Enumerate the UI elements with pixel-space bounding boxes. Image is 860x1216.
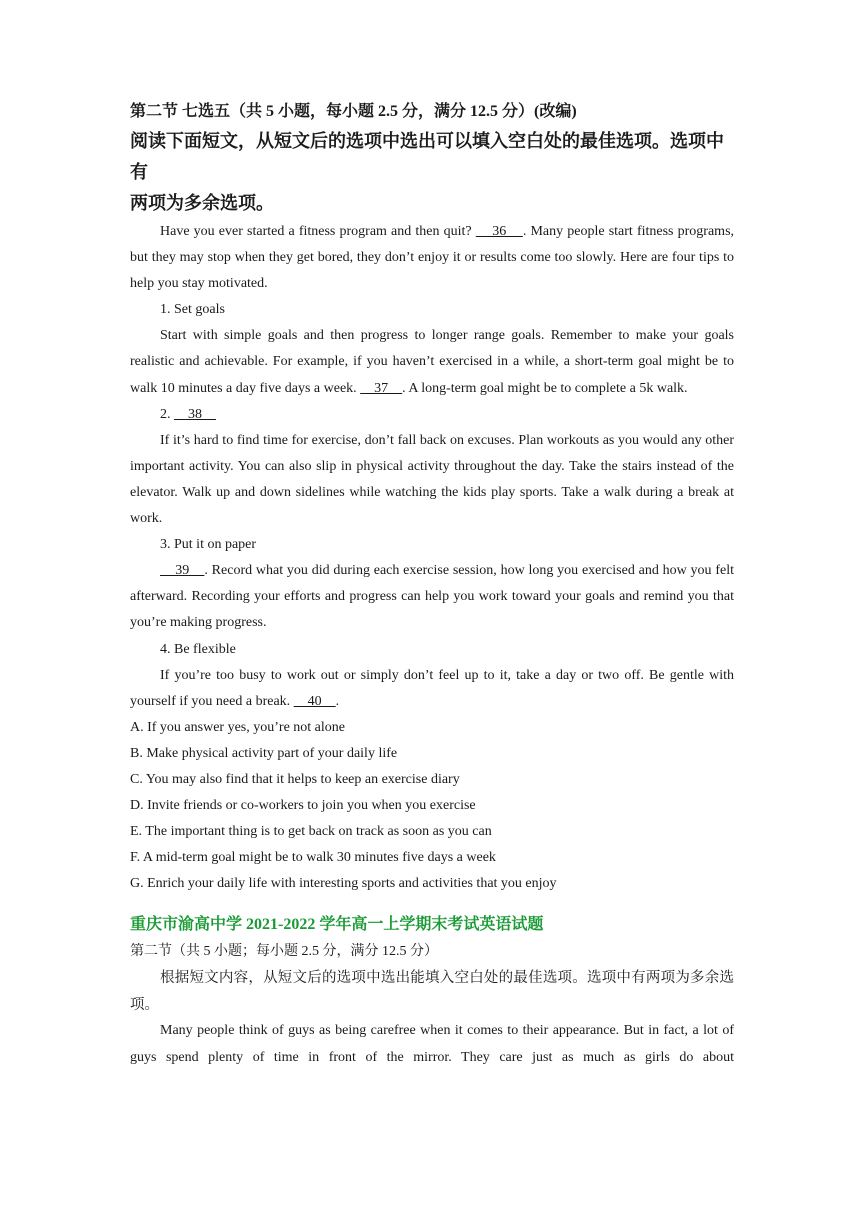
passage-paragraph-2: Start with simple goals and then progress to longer range goals. Remember to make your goals realistic and achievable. For example, if you haven’t exercised in a while, a short-term goal might be to walk 10 minutes a day five days a week. 37 . A long-term goal might be to complete a 5k walk. (130, 328, 734, 396)
tip-heading-3: 3. Put it on paper (160, 537, 257, 553)
blank-38: 38 (174, 406, 216, 422)
option-a: A. If you answer yes, you’re not alone (130, 719, 345, 735)
section2-instruction: 根据短文内容，从短文后的选项中选出能填入空白处的最佳选项。选项中有两项为多余选项。 (130, 970, 734, 1013)
passage-paragraph-4: 39 . Record what you did during each exercise session, how long you exercised and how you felt afterward. Recording your efforts and progress can help you work toward your goals and remind you that you’re making progress. (130, 563, 734, 631)
tip-heading-2: 2. 38 (160, 406, 216, 422)
tip-heading-4: 4. Be flexible (160, 641, 236, 657)
option-b: B. Make physical activity part of your daily life (130, 745, 398, 761)
source-title: 重庆市渝高中学 2021-2022 学年高一上学期末考试英语试题 (130, 916, 544, 934)
tip-heading-1: 1. Set goals (160, 302, 225, 318)
blank-36: 36 (475, 224, 523, 239)
option-d: D. Invite friends or co-workers to join you when you exercise (130, 798, 476, 814)
passage-paragraph-5: If you’re too busy to work out or simply don’t feel up to it, take a day or two off. Be gentle with yourself if you need a break. 40 . (130, 667, 734, 709)
section-heading: 第二节 七选五（共 5 小题，每小题 2.5 分，满分 12.5 分）(改编) (130, 103, 577, 120)
blank-40: 40 (293, 693, 336, 709)
passage-paragraph-1: Have you ever started a fitness program and then quit? 36 . Many people start fitness programs, but they may stop when they get bored, they don’t enjoy it or results come too slowly. Here are four tips to help you stay motivated. (130, 224, 735, 292)
passage-paragraph-3: If it’s hard to find time for exercise, don’t fall back on excuses. Plan workouts as you would any other important activity. You can also slip in physical activity throughout the day. Take the stairs instead of the elevator. Walk up and down sidelines while watching the kids play sports. Take a walk during a break at work. (130, 432, 734, 527)
blank-37: 37 (360, 380, 403, 396)
option-e: E. The important thing is to get back on track as soon as you can (130, 824, 492, 840)
option-c: C. You may also find that it helps to keep an exercise diary (130, 771, 460, 787)
section2-heading: 第二节（共 5 小题；每小题 2.5 分，满分 12.5 分） (130, 944, 438, 960)
option-f: F. A mid-term goal might be to walk 30 minutes five days a week (130, 850, 496, 866)
instruction-line-2: 两项为多余选项。 (130, 193, 274, 213)
instruction-line-1: 阅读下面短文，从短文后的选项中选出可以填入空白处的最佳选项。选项中有 (130, 131, 724, 182)
section2-paragraph-1: Many people think of guys as being carefree when it comes to their appearance. But in fact, a lot of guys spend plenty of time in front of the mirror. They care just as much as girls do about (130, 1023, 734, 1065)
document-page (130, 98, 734, 1071)
blank-39: 39 (160, 563, 205, 579)
option-g: G. Enrich your daily life with interesting sports and activities that you enjoy (130, 876, 557, 892)
section-spacer (130, 897, 734, 911)
